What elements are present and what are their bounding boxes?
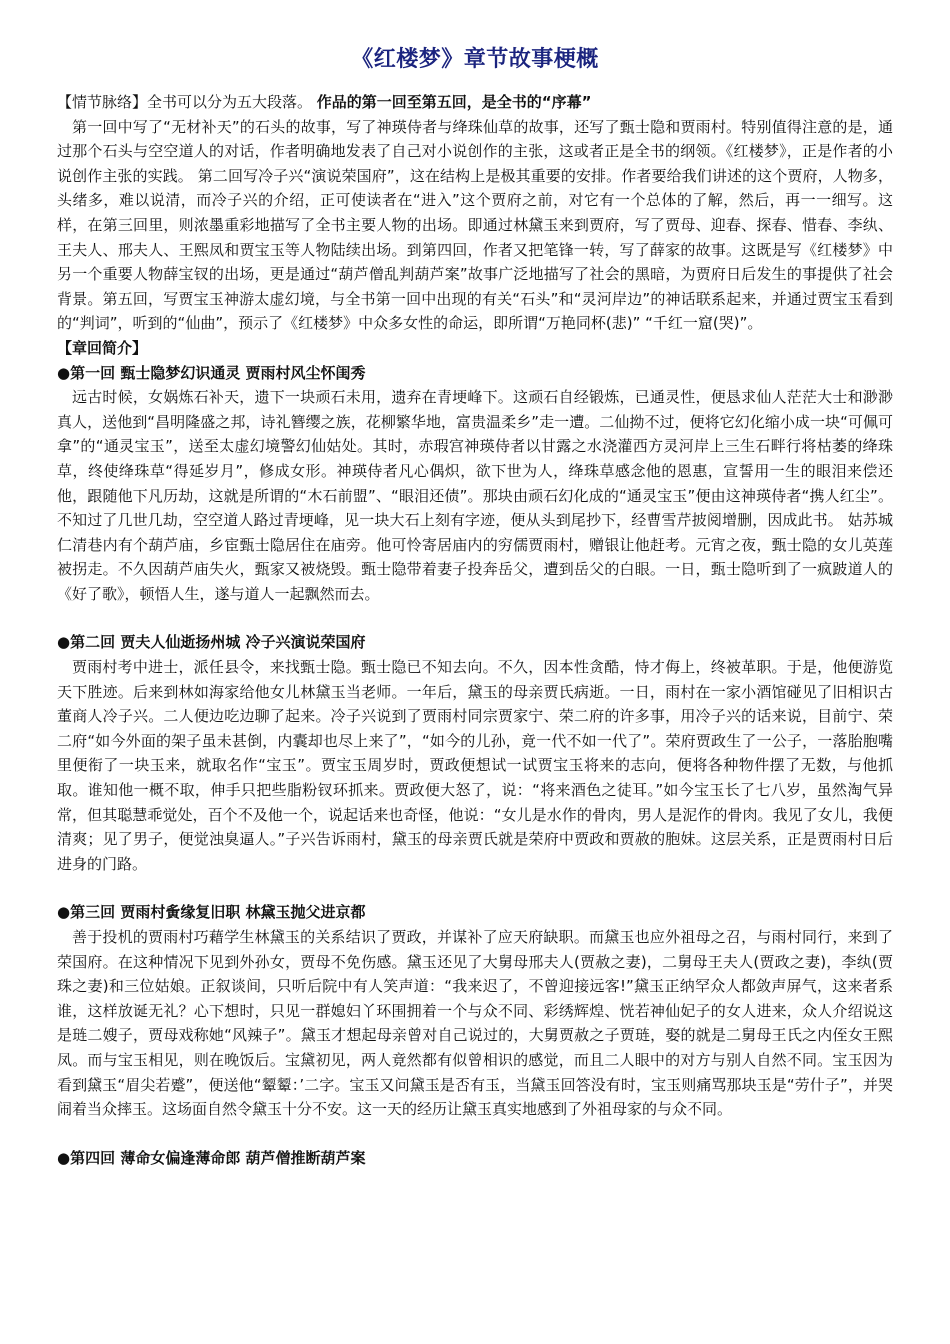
spacer xyxy=(57,1122,893,1146)
chapter-title: 第四回 薄命女偏逢薄命郎 葫芦僧推断葫芦案 xyxy=(70,1148,366,1167)
document-title: 《红楼梦》章节故事梗概 xyxy=(351,47,599,72)
document-page xyxy=(57,44,893,1170)
chapters-section-label: 【章回简介】 xyxy=(57,338,148,357)
overview-paragraph xyxy=(57,90,893,115)
overview-label: 【情节脉络】 xyxy=(57,93,148,111)
chapter-title: 第三回 贾雨村夤缘复旧职 林黛玉抛父进京都 xyxy=(70,903,366,922)
bullet-icon: ● xyxy=(57,1148,71,1167)
bullet-icon: ● xyxy=(57,903,71,922)
spacer xyxy=(57,876,893,900)
bullet-icon: ● xyxy=(57,363,71,382)
overview-lead: 全书可以分为五大段落。 xyxy=(147,93,317,111)
chapter-heading xyxy=(57,900,893,925)
chapter-body: 贾雨村考中进士，派任县令，来找甄士隐。甄士隐已不知去向。不久，因本性贪酷，恃才侮上，终被革职。于是，他便游览天下胜迹。后来到林如海家给他女儿林黛玉当老师。一年后，黛玉的母亲贾氏病逝。一日，雨村在一家小酒馆碰见了旧相识古董商人冷子兴。二人便边吃边聊了起来。冷子兴说到了贾雨村同宗贾家宁、荣二府的许多事，用冷子兴的话来说，目前宁、荣二府“如今外面的架子虽未甚倒，内囊却也尽上来了”，“如今的儿孙，竟一代不如一代了”。荣府贾政生了一公子，一落胎胞嘴里便衔了一块玉来，就取名作“宝玉”。贾宝玉周岁时，贾政便想试一试贾宝玉将来的志向，便将各种物件摆了无数，与他抓取。谁知他一概不取，伸手只把些脂粉钗环抓来。贾政便大怒了，说：“将来酒色之徒耳。”如今宝玉长了七八岁，虽然淘气异常，但其聪慧乖觉处，百个不及他一个，说起话来也奇怪，他说：“女儿是水作的骨肉，男人是泥作的骨肉。我见了女儿，我便清爽；见了男子，便觉浊臭逼人。”子兴告诉雨村，黛玉的母亲贾氏就是荣府中贾政和贾赦的胞妹。这层关系，正是贾雨村日后进身的门路。 xyxy=(57,658,893,873)
chapter-heading xyxy=(57,630,893,655)
chapter-body: 远古时候，女娲炼石补天，遗下一块顽石未用，遗弃在青埂峰下。这顽石自经锻炼，已通灵性，便恳求仙人茫茫大士和渺渺真人，送他到“昌明隆盛之邦，诗礼簪缨之族，花柳繁华地，富贵温柔乡”走一遭。二仙拗不过，便将它幻化缩小成一块“可佩可拿”的“通灵宝玉”，送至太虚幻境警幻仙姑处。其时，赤瑕宫神瑛侍者以甘露之水浇灌西方灵河岸上三生石畔行将枯萎的绛珠草，终使绛珠草“得延岁月”，修成女形。神瑛侍者凡心偶炽，欲下世为人，绛珠草感念他的恩惠，宣誓用一生的眼泪来偿还他，跟随他下凡历劫，这就是所谓的“木石前盟”、“眼泪还债”。那块由顽石幻化成的“通灵宝玉”便由这神瑛侍者“携人红尘”。不知过了几世几劫，空空道人路过青埂峰，见一块大石上刻有字迹，便从头到尾抄下，经曹雪芹披阅增删，因成此书。 姑苏城仁清巷内有个葫芦庙，乡宦甄士隐居住在庙旁。他可怜寄居庙内的穷儒贾雨村，赠银让他赶考。元宵之夜，甄士隐的女儿英莲被拐走。不久因葫芦庙失火，甄家又被烧毁。甄士隐带着妻子投奔岳父，遭到岳父的白眼。一日，甄士隐听到了一疯跛道人的《好了歌》，顿悟人生，遂与道人一起飘然而去。 xyxy=(57,388,893,603)
chapter-body: 善于投机的贾雨村巧藉学生林黛玉的关系结识了贾政，并谋补了应天府缺职。而黛玉也应外祖母之召，与雨村同行，来到了荣国府。在这种情况下见到外孙女，贾母不免伤感。黛玉还见了大舅母邢夫人(贾赦之妻)，二舅母王夫人(贾政之妻)，李纨(贾珠之妻)和三位姑娘。正叙谈间，只听后院中有人笑声道：“我来迟了，不曾迎接远客!”黛玉正纳罕众人都敛声屏气，这来者系谁，这样放诞无礼？心下想时，只见一群媳妇丫环围拥着一个与众不同、彩绣辉煌、恍若神仙妃子的女人进来，众人介绍说这是琏二嫂子，贾母戏称她“风辣子”。黛玉才想起母亲曾对自己说过的，大舅贾赦之子贾琏，娶的就是二舅母王氏之内侄女王熙凤。而与宝玉相见，则在晚饭后。宝黛初见，两人竟然都有似曾相识的感觉，而且二人眼中的对方与别人自然不同。宝玉因为看到黛玉“眉尖若蹙”，便送他“颦颦：’二字。宝玉又问黛玉是否有玉，当黛玉回答没有时，宝玉则痛骂那块玉是“劳什子”，并哭闹着当众摔玉。这场面自然令黛玉十分不安。这一天的经历让黛玉真实地感到了外祖母家的与众不同。 xyxy=(57,928,893,1119)
chapter-heading xyxy=(57,1146,893,1171)
chapter-heading xyxy=(57,361,893,386)
overview-lead-bold: 作品的第一回至第五回，是全书的“序幕” xyxy=(316,93,592,111)
bullet-icon: ● xyxy=(57,633,71,652)
chapter-title: 第二回 贾夫人仙逝扬州城 冷子兴演说荣国府 xyxy=(70,633,366,652)
chapter-title: 第一回 甄士隐梦幻识通灵 贾雨村风尘怀闺秀 xyxy=(70,363,366,382)
spacer xyxy=(57,606,893,630)
overview-body: 第一回中写了“无材补天”的石头的故事，写了神瑛侍者与绛珠仙草的故事，还写了甄士隐和贾雨村。特别值得注意的是，通过那个石头与空空道人的对话，作者明确地发表了自己对小说创作的主张，这或者正是全书的纲领。《红楼梦》，正是作者的小说创作主张的实践。 第二回写冷子兴“演说荣国府”，这在结构上是极其重要的安排。作者要给我们讲述的这个贾府，人物多，头绪多，难以说清，而冷子兴的介绍，正可使读者在“进入”这个贾府之前，对它有一个总体的了解，然后，再一一细写。这样，在第三回里，则浓墨重彩地描写了全书主要人物的出场。即通过林黛玉来到贾府，写了贾母、迎春、探春、惜春、李纨、王夫人、邢夫人、王熙凤和贾宝玉等人物陆续出场。到第四回，作者又把笔锋一转，写了薛家的故事。这既是写《红楼梦》中另一个重要人物薛宝钗的出场，更是通过“葫芦僧乱判葫芦案”故事广泛地描写了社会的黑暗，为贾府日后发生的事提供了社会背景。第五回，写贾宝玉神游太虚幻境，与全书第一回中出现的有关“石头”和“灵河岸边”的神话联系起来，并通过贾宝玉看到的“判词”，听到的“仙曲”，预示了《红楼梦》中众多女性的命运，即所谓“万艳同杯(悲)” “千红一窟(哭)”。 xyxy=(57,117,893,333)
